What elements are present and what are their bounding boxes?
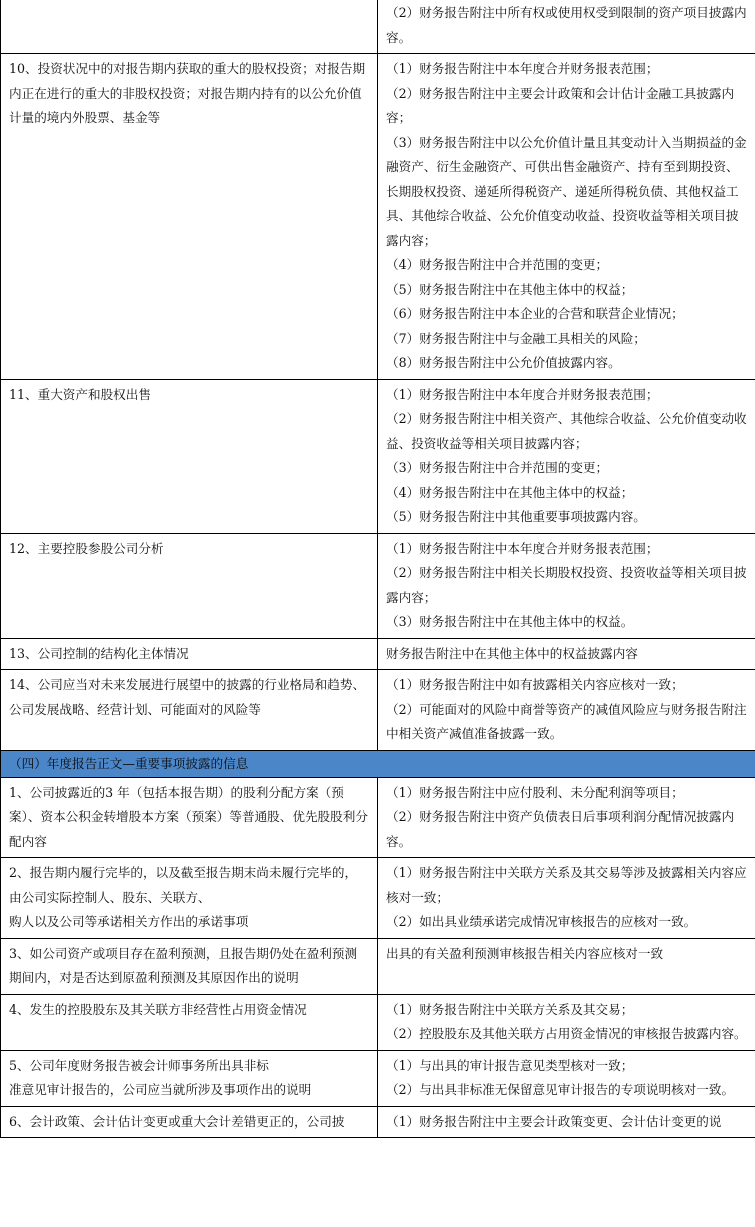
table-row: [1, 0, 755, 54]
verification-text: （7）财务报告附注中与金融工具相关的风险；: [386, 330, 646, 346]
verification-cell: [378, 938, 755, 994]
disclosure-item-cell: [1, 777, 378, 858]
verification-cell: [378, 1050, 755, 1106]
disclosure-item-text: 6、会计政策、会计估计变更或重大会计差错更正的，公司披: [9, 1113, 345, 1129]
table-row: [1, 1050, 755, 1106]
disclosure-item-text: 13、公司控制的结构化主体情况: [9, 645, 189, 661]
table-row: [1, 670, 755, 751]
disclosure-item-text: 12、主要控股参股公司分析: [9, 540, 164, 556]
verification-cell: [378, 1106, 755, 1138]
disclosure-item-text: 购人以及公司等承诺相关方作出的承诺事项: [9, 914, 249, 929]
verification-text: （1）财务报告附注中本年度合并财务报表范围；: [386, 61, 659, 76]
verification-text: （1）与出具的审计报告意见类型核对一致；: [386, 1057, 634, 1073]
disclosure-item-cell: [1, 379, 378, 533]
disclosure-item-cell: [1, 1106, 378, 1138]
table-body-section: [1, 750, 755, 777]
verification-text: （1）财务报告附注中关联方关系及其交易等涉及披露相关内容应核对一致；: [386, 865, 747, 905]
verification-cell: [378, 858, 755, 939]
verification-text: （1）财务报告附注中本年度合并财务报表范围；: [386, 540, 659, 556]
verification-text: （4）财务报告附注中在其他主体中的权益；: [386, 484, 634, 500]
verification-cell: [378, 777, 755, 858]
section-header-row: [1, 750, 755, 777]
verification-cell: [378, 638, 755, 670]
verification-cell: [378, 670, 755, 751]
disclosure-item-cell: [1, 638, 378, 670]
disclosure-item-cell: [1, 533, 378, 638]
verification-text: （2）控股股东及其他关联方占用资金情况的审核报告披露内容。: [386, 1026, 747, 1041]
verification-cell: [378, 533, 755, 638]
verification-cell: [378, 994, 755, 1050]
disclosure-item-text: 11、重大资产和股权出售: [9, 386, 151, 402]
verification-cell: [378, 54, 755, 380]
table-row: [1, 938, 755, 994]
table-row: [1, 54, 755, 380]
disclosure-item-text: 1、公司披露近的3 年（包括本报告期）的股利分配方案（预案）、资本公积金转增股本方案（预案）等普通股、优先股股利分配内容: [9, 784, 368, 849]
table-row: [1, 533, 755, 638]
table-body-bottom: [1, 777, 755, 1138]
verification-text: （1）财务报告附注中本年度合并财务报表范围；: [386, 386, 659, 402]
verification-text: （5）财务报告附注中其他重要事项披露内容。: [386, 509, 646, 524]
verification-text: （2）与出具非标准无保留意见审计报告的专项说明核对一致。: [386, 1082, 735, 1097]
verification-text: （5）财务报告附注中在其他主体中的权益；: [386, 281, 634, 297]
verification-text: （2）财务报告附注中资产负债表日后事项利润分配情况披露内容。: [386, 809, 735, 849]
verification-text: （8）财务报告附注中公允价值披露内容。: [386, 355, 621, 370]
disclosure-item-cell: [1, 670, 378, 751]
verification-text: （2）可能面对的风险中商誉等资产的减值风险应与财务报告附注中相关资产减值准备披露一致。: [386, 701, 747, 741]
table-row: [1, 379, 755, 533]
table-row: [1, 777, 755, 858]
verification-text: （2）财务报告附注中相关长期股权投资、投资收益等相关项目披露内容；: [386, 565, 747, 605]
verification-text: 财务报告附注中在其他主体中的权益披露内容: [386, 645, 638, 661]
table-row: [1, 994, 755, 1050]
verification-text: （1）财务报告附注中如有披露相关内容应核对一致；: [386, 677, 684, 692]
verification-text: （2）财务报告附注中主要会计政策和会计估计金融工具披露内容；: [386, 85, 735, 125]
verification-text: （2）财务报告附注中所有权或使用权受到限制的资产项目披露内容。: [386, 5, 747, 45]
disclosure-item-text: 10、投资状况中的对报告期内获取的重大的股权投资；对报告期内正在进行的重大的非股权投资；对报告期内持有的以公允价值计量的境内外股票、基金等: [9, 61, 366, 125]
verification-text: （1）财务报告附注中关联方关系及其交易；: [386, 1001, 634, 1017]
verification-text: （4）财务报告附注中合并范围的变更；: [386, 257, 609, 272]
disclosure-item-text: 14、公司应当对未来发展进行展望中的披露的行业格局和趋势、公司发展战略、经营计划、可能面对的风险等: [9, 677, 366, 717]
verification-text: （2）如出具业绩承诺完成情况审核报告的应核对一致。: [386, 914, 697, 929]
table-row: [1, 1106, 755, 1138]
verification-text: （3）财务报告附注中以公允价值计量且其变动计入当期损益的金融资产、衍生金融资产、可供出售金融资产、持有至到期投资、长期股权投资、递延所得税资产、递延所得税负债、其他权益工具、其他综合收益、公允价值变动收益、投资收益等相关项目披露内容；: [386, 134, 747, 248]
verification-cell: [378, 0, 755, 54]
disclosure-item-text: 4、发生的控股股东及其关联方非经营性占用资金情况: [9, 1001, 307, 1017]
disclosure-item-cell: [1, 54, 378, 380]
verification-cell: [378, 379, 755, 533]
section-header-cell: [1, 750, 755, 777]
section-header-text: （四）年度报告正文—重要事项披露的信息: [9, 755, 249, 771]
disclosure-item-cell: [1, 1050, 378, 1106]
verification-text: 出具的有关盈利预测审核报告相关内容应核对一致: [386, 945, 664, 961]
disclosure-item-text: 准意见审计报告的，公司应当就所涉及事项作出的说明: [9, 1082, 312, 1097]
verification-text: （6）财务报告附注中本企业的合营和联营企业情况；: [386, 306, 684, 321]
verification-text: （3）财务报告附注中合并范围的变更；: [386, 460, 609, 475]
disclosure-item-text: 2、报告期内履行完毕的，以及截至报告期末尚未履行完毕的，由公司实际控制人、股东、关联方、: [9, 865, 358, 905]
disclosure-item-text: 3、如公司资产或项目存在盈利预测，且报告期仍处在盈利预测期间内，对是否达到原盈利预测及其原因作出的说明: [9, 945, 358, 985]
disclosure-item-text: 5、公司年度财务报告被会计师事务所出具非标: [9, 1057, 269, 1073]
verification-text: （1）财务报告附注中主要会计政策变更、会计估计变更的说: [386, 1113, 722, 1129]
verification-text: （2）财务报告附注中相关资产、其他综合收益、公允价值变动收益、投资收益等相关项目披露内容；: [386, 411, 747, 451]
disclosure-item-cell: [1, 0, 378, 54]
verification-text: （3）财务报告附注中在其他主体中的权益。: [386, 614, 634, 629]
table-row: [1, 638, 755, 670]
table-row: [1, 858, 755, 939]
disclosure-item-cell: [1, 994, 378, 1050]
disclosure-item-cell: [1, 938, 378, 994]
table-body-top: [1, 0, 755, 750]
verification-text: （1）财务报告附注中应付股利、未分配利润等项目；: [386, 784, 684, 800]
disclosure-item-cell: [1, 858, 378, 939]
